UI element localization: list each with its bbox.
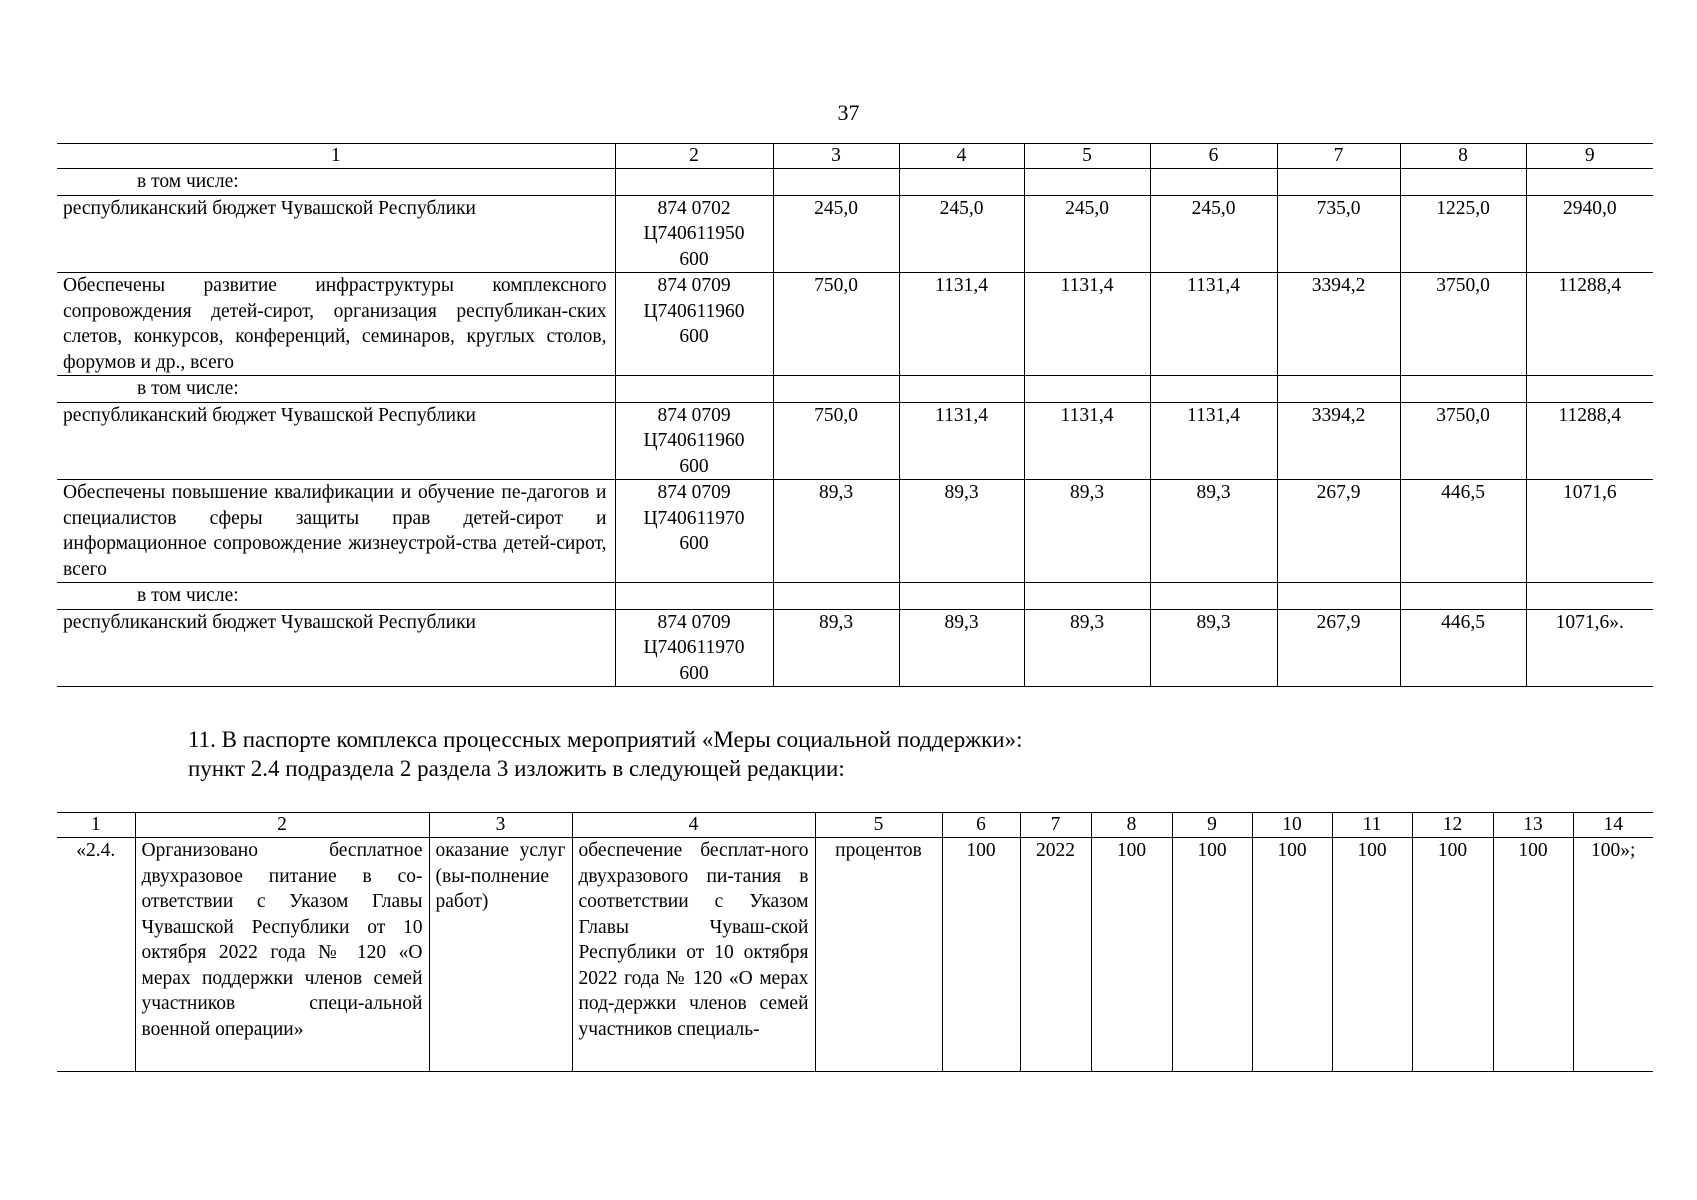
value-cell: 89,3 (1150, 480, 1277, 583)
value-cell: 1131,4 (1150, 402, 1277, 480)
column-header: 5 (815, 813, 942, 838)
value-cell: 11288,4 (1526, 402, 1653, 480)
row-label: республиканский бюджет Чувашской Республики (57, 609, 615, 687)
column-header: 12 (1412, 813, 1493, 838)
value-cell: 100 (1091, 838, 1172, 1072)
value-cell: 100»; (1573, 838, 1653, 1072)
table-header-row (57, 813, 1653, 838)
column-header: 1 (57, 813, 135, 838)
row-label: Обеспечены повышение квалификации и обучение пе-дагогов и специалистов сферы защиты прав детей-сирот и информационное сопровождение жизнеустрой-ства детей-сирот, всего (57, 480, 615, 583)
column-header: 2 (615, 144, 773, 169)
value-cell: 1131,4 (1024, 402, 1150, 480)
item-number: «2.4. (57, 838, 135, 1072)
value-cell: 89,3 (899, 480, 1024, 583)
budget-code-cell: 874 0709 Ц740611970 600 (615, 609, 773, 687)
column-header: 4 (899, 144, 1024, 169)
value-cell: 89,3 (773, 609, 899, 687)
column-header: 9 (1526, 144, 1653, 169)
indicator-table (57, 812, 1653, 1072)
column-header: 4 (572, 813, 815, 838)
table-row (57, 169, 1653, 196)
column-header: 3 (773, 144, 899, 169)
indicator-name: Организовано бесплатное двухразовое питание в со-ответствии с Указом Главы Чувашской Республики от 10 октября 2022 года № 120 «О мерах поддержки членов семей участников специ-альной военной операции» (135, 838, 429, 1072)
column-header: 5 (1024, 144, 1150, 169)
row-label: в том числе: (57, 376, 615, 403)
value-cell: 245,0 (899, 195, 1024, 273)
column-header: 9 (1172, 813, 1252, 838)
row-label: в том числе: (57, 169, 615, 196)
value-cell: 735,0 (1277, 195, 1400, 273)
column-header: 8 (1091, 813, 1172, 838)
indicator-type: оказание услуг (вы-полнение работ) (429, 838, 572, 1072)
value-cell: 100 (942, 838, 1020, 1072)
value-cell: 100 (1252, 838, 1332, 1072)
budget-code-cell: 874 0709 Ц740611960 600 (615, 402, 773, 480)
page-number: 37 (837, 100, 860, 125)
column-header: 14 (1573, 813, 1653, 838)
value-cell: 100 (1332, 838, 1412, 1072)
column-header: 11 (1332, 813, 1412, 838)
row-label: Обеспечены развитие инфраструктуры комплексного сопровождения детей-сирот, организация республикан-ских слетов, конкурсов, конференций, семинаров, круглых столов, форумов и др., всего (57, 273, 615, 376)
value-cell: 3750,0 (1400, 273, 1526, 376)
budget-code-cell: 874 0709 Ц740611970 600 (615, 480, 773, 583)
column-header: 6 (942, 813, 1020, 838)
value-cell: 89,3 (773, 480, 899, 583)
value-cell: 267,9 (1277, 480, 1400, 583)
value-cell: 446,5 (1400, 480, 1526, 583)
value-cell: 1131,4 (1024, 273, 1150, 376)
row-label: республиканский бюджет Чувашской Республики (57, 402, 615, 480)
column-header: 2 (135, 813, 429, 838)
row-label: в том числе: (57, 583, 615, 610)
column-header: 13 (1493, 813, 1573, 838)
row-label: республиканский бюджет Чувашской Республики (57, 195, 615, 273)
value-cell: 446,5 (1400, 609, 1526, 687)
table-row (57, 273, 1653, 376)
value-cell: 11288,4 (1526, 273, 1653, 376)
value-cell: 89,3 (899, 609, 1024, 687)
unit-cell: процентов (815, 838, 942, 1072)
indicator-description: обеспечение бесплат-ного двухразового пи-тания в соответствии с Указом Главы Чуваш-ской Республики от 10 октября 2022 года № 120 «О мерах под-держки членов семей участников специаль- (572, 838, 815, 1072)
budget-code-cell: 874 0709 Ц740611960 600 (615, 273, 773, 376)
value-cell: 1131,4 (899, 402, 1024, 480)
value-cell: 89,3 (1150, 609, 1277, 687)
value-cell: 750,0 (773, 402, 899, 480)
value-cell: 89,3 (1024, 609, 1150, 687)
column-header: 8 (1400, 144, 1526, 169)
value-cell: 267,9 (1277, 609, 1400, 687)
table-row (57, 583, 1653, 610)
table-row (57, 402, 1653, 480)
value-cell: 1225,0 (1400, 195, 1526, 273)
column-header: 6 (1150, 144, 1277, 169)
value-cell: 2940,0 (1526, 195, 1653, 273)
value-cell: 89,3 (1024, 480, 1150, 583)
value-cell: 245,0 (1024, 195, 1150, 273)
value-cell: 1131,4 (899, 273, 1024, 376)
column-header: 1 (57, 144, 615, 169)
table-row (57, 195, 1653, 273)
budget-code-cell: 874 0702 Ц740611950 600 (615, 195, 773, 273)
value-cell: 1131,4 (1150, 273, 1277, 376)
column-header: 7 (1020, 813, 1091, 838)
value-cell: 3394,2 (1277, 402, 1400, 480)
value-cell: 1071,6 (1526, 480, 1653, 583)
amendment-paragraph-line-2: пункт 2.4 подраздела 2 раздела 3 изложить в следующей редакции: (188, 756, 845, 781)
table-row (57, 838, 1653, 1072)
value-cell: 3394,2 (1277, 273, 1400, 376)
table-header-row (57, 144, 1653, 169)
value-cell: 245,0 (1150, 195, 1277, 273)
table-row (57, 480, 1653, 583)
column-header: 3 (429, 813, 572, 838)
table-row (57, 376, 1653, 403)
financing-table (57, 143, 1653, 687)
value-cell: 100 (1172, 838, 1252, 1072)
amendment-paragraph-line-1: 11. В паспорте комплекса процессных мероприятий «Меры социальной поддержки»: (188, 727, 1023, 752)
value-cell: 750,0 (773, 273, 899, 376)
table-row (57, 609, 1653, 687)
value-cell: 3750,0 (1400, 402, 1526, 480)
value-cell: 245,0 (773, 195, 899, 273)
value-cell: 100 (1412, 838, 1493, 1072)
value-cell: 1071,6». (1526, 609, 1653, 687)
value-cell: 100 (1493, 838, 1573, 1072)
column-header: 7 (1277, 144, 1400, 169)
year-cell: 2022 (1020, 838, 1091, 1072)
column-header: 10 (1252, 813, 1332, 838)
